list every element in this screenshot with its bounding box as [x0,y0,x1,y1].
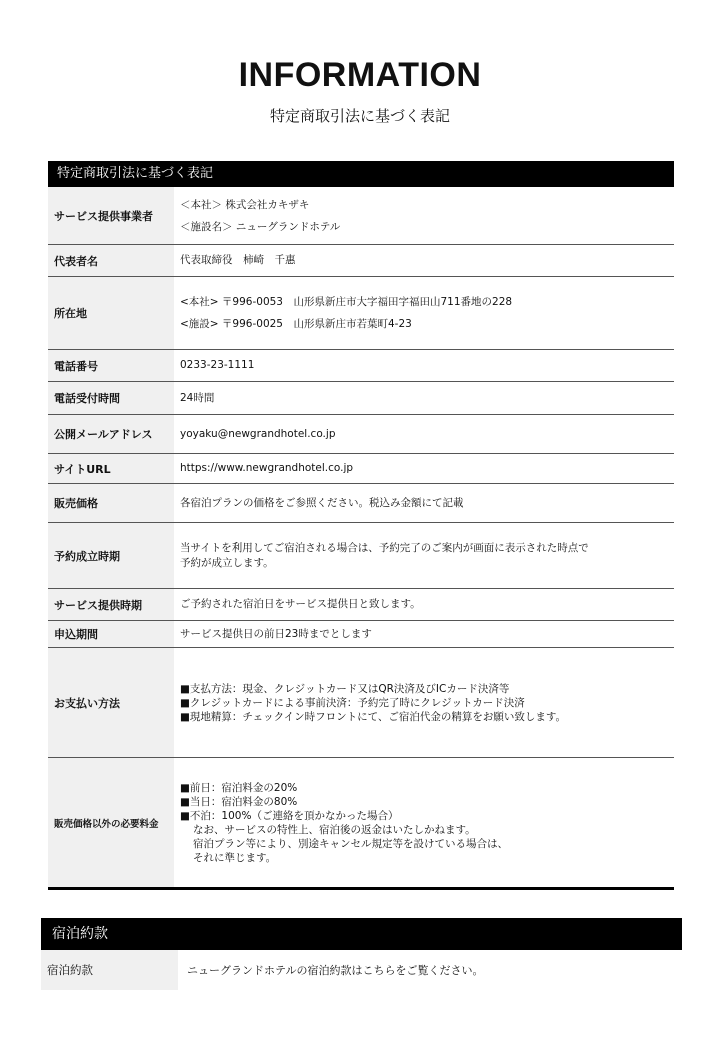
terms-link[interactable]: ニューグランドホテルの宿泊約款はこちらをご覧ください。 [187,963,484,977]
value-line: 24時間 [180,391,215,404]
value-line: 当サイトを利用してご宿泊される場合は、予約完了のご案内が画面に表示された時点で [180,541,589,554]
row-service-provider [48,187,674,245]
row-label: 予約成立時期 [48,523,174,588]
row-service-period [48,589,674,621]
row-label: 代表者名 [48,245,174,276]
row-email [48,415,674,454]
legal-notice-table [48,161,674,890]
site-url-link[interactable]: https://www.newgrandhotel.co.jp [180,462,354,474]
row-site-url [48,454,674,484]
value-line: それに準じます。 [193,851,277,864]
row-value [174,758,674,887]
row-value [174,277,674,349]
row-label: 公開メールアドレス [48,415,174,453]
row-accommodation-terms [41,950,682,990]
value-line: ■前日：宿泊料金の20% [180,781,298,794]
value-line: ■クレジットカードによる事前決済：予約完了時にクレジットカード決済 [180,696,525,709]
value-line: 予約が成立します。 [180,556,274,569]
row-payment-methods [48,648,674,758]
row-value [174,245,674,276]
row-label: サービス提供時期 [48,589,174,620]
row-price [48,484,674,523]
row-label: 電話受付時間 [48,382,174,414]
email-link[interactable]: yoyaku@newgrandhotel.co.jp [180,427,336,440]
row-value [174,415,674,453]
value-line: ■当日：宿泊料金の80% [180,795,298,808]
row-value [174,454,674,483]
row-value [174,523,674,588]
row-value [174,621,674,647]
page-subtitle: 特定商取引法に基づく表記 [269,107,450,125]
row-label: 販売価格 [48,484,174,522]
value-line: <施設> 〒996-0025 山形県新庄市若葉町4-23 [180,318,412,330]
row-label: 所在地 [48,277,174,349]
row-label: 宿泊約款 [41,950,178,990]
row-label: サイトURL [48,454,174,483]
row-label: 電話番号 [48,350,174,381]
accommodation-terms-table [41,918,682,990]
value-line: 宿泊プラン等により、別途キャンセル規定等を設けている場合は、 [193,837,508,850]
value-line: ■不泊：100%（ご連絡を頂かなかった場合） [180,809,399,822]
row-address [48,277,674,350]
row-value [174,484,674,522]
value-line: ご予約された宿泊日をサービス提供日と致します。 [180,598,421,610]
row-value [174,589,674,620]
value-line: <本社> 〒996-0053 山形県新庄市大字福田字福田山711番地の228 [180,296,513,308]
section-heading: 宿泊約款 [41,918,682,950]
row-label: お支払い方法 [48,648,174,757]
row-phone [48,350,674,382]
row-booking-confirmation [48,523,674,589]
value-line: 代表取締役 柿崎 千惠 [180,254,296,266]
row-label: 販売価格以外の必要料金 [48,758,174,887]
row-value [174,648,674,757]
row-value [178,950,682,990]
row-label: サービス提供事業者 [48,187,174,244]
row-label: 申込期間 [48,621,174,647]
value-line: 0233-23-1111 [180,359,255,371]
value-line: なお、サービスの特性上、宿泊後の返金はいたしかねます。 [193,823,476,836]
value-line: ■支払方法：現金、クレジットカード又はQR決済及びICカード決済等 [180,682,510,695]
row-value [174,382,674,414]
value-line: ＜本社＞ 株式会社カキザキ [180,198,310,211]
row-value [174,187,674,244]
section-heading: 特定商取引法に基づく表記 [48,161,674,187]
row-value [174,350,674,381]
value-line: ＜施設名＞ ニューグランドホテル [180,220,341,233]
row-application-period [48,621,674,648]
page-title: INFORMATION [238,56,482,94]
row-representative [48,245,674,277]
row-additional-fees [48,758,674,890]
value-line: ■現地精算：チェックイン時フロントにて、ご宿泊代金の精算をお願い致します。 [180,710,567,723]
value-line: 各宿泊プランの価格をご参照ください。税込み金額にて記載 [180,496,464,509]
row-phone-hours [48,382,674,415]
value-line: サービス提供日の前日23時までとします [180,627,372,640]
